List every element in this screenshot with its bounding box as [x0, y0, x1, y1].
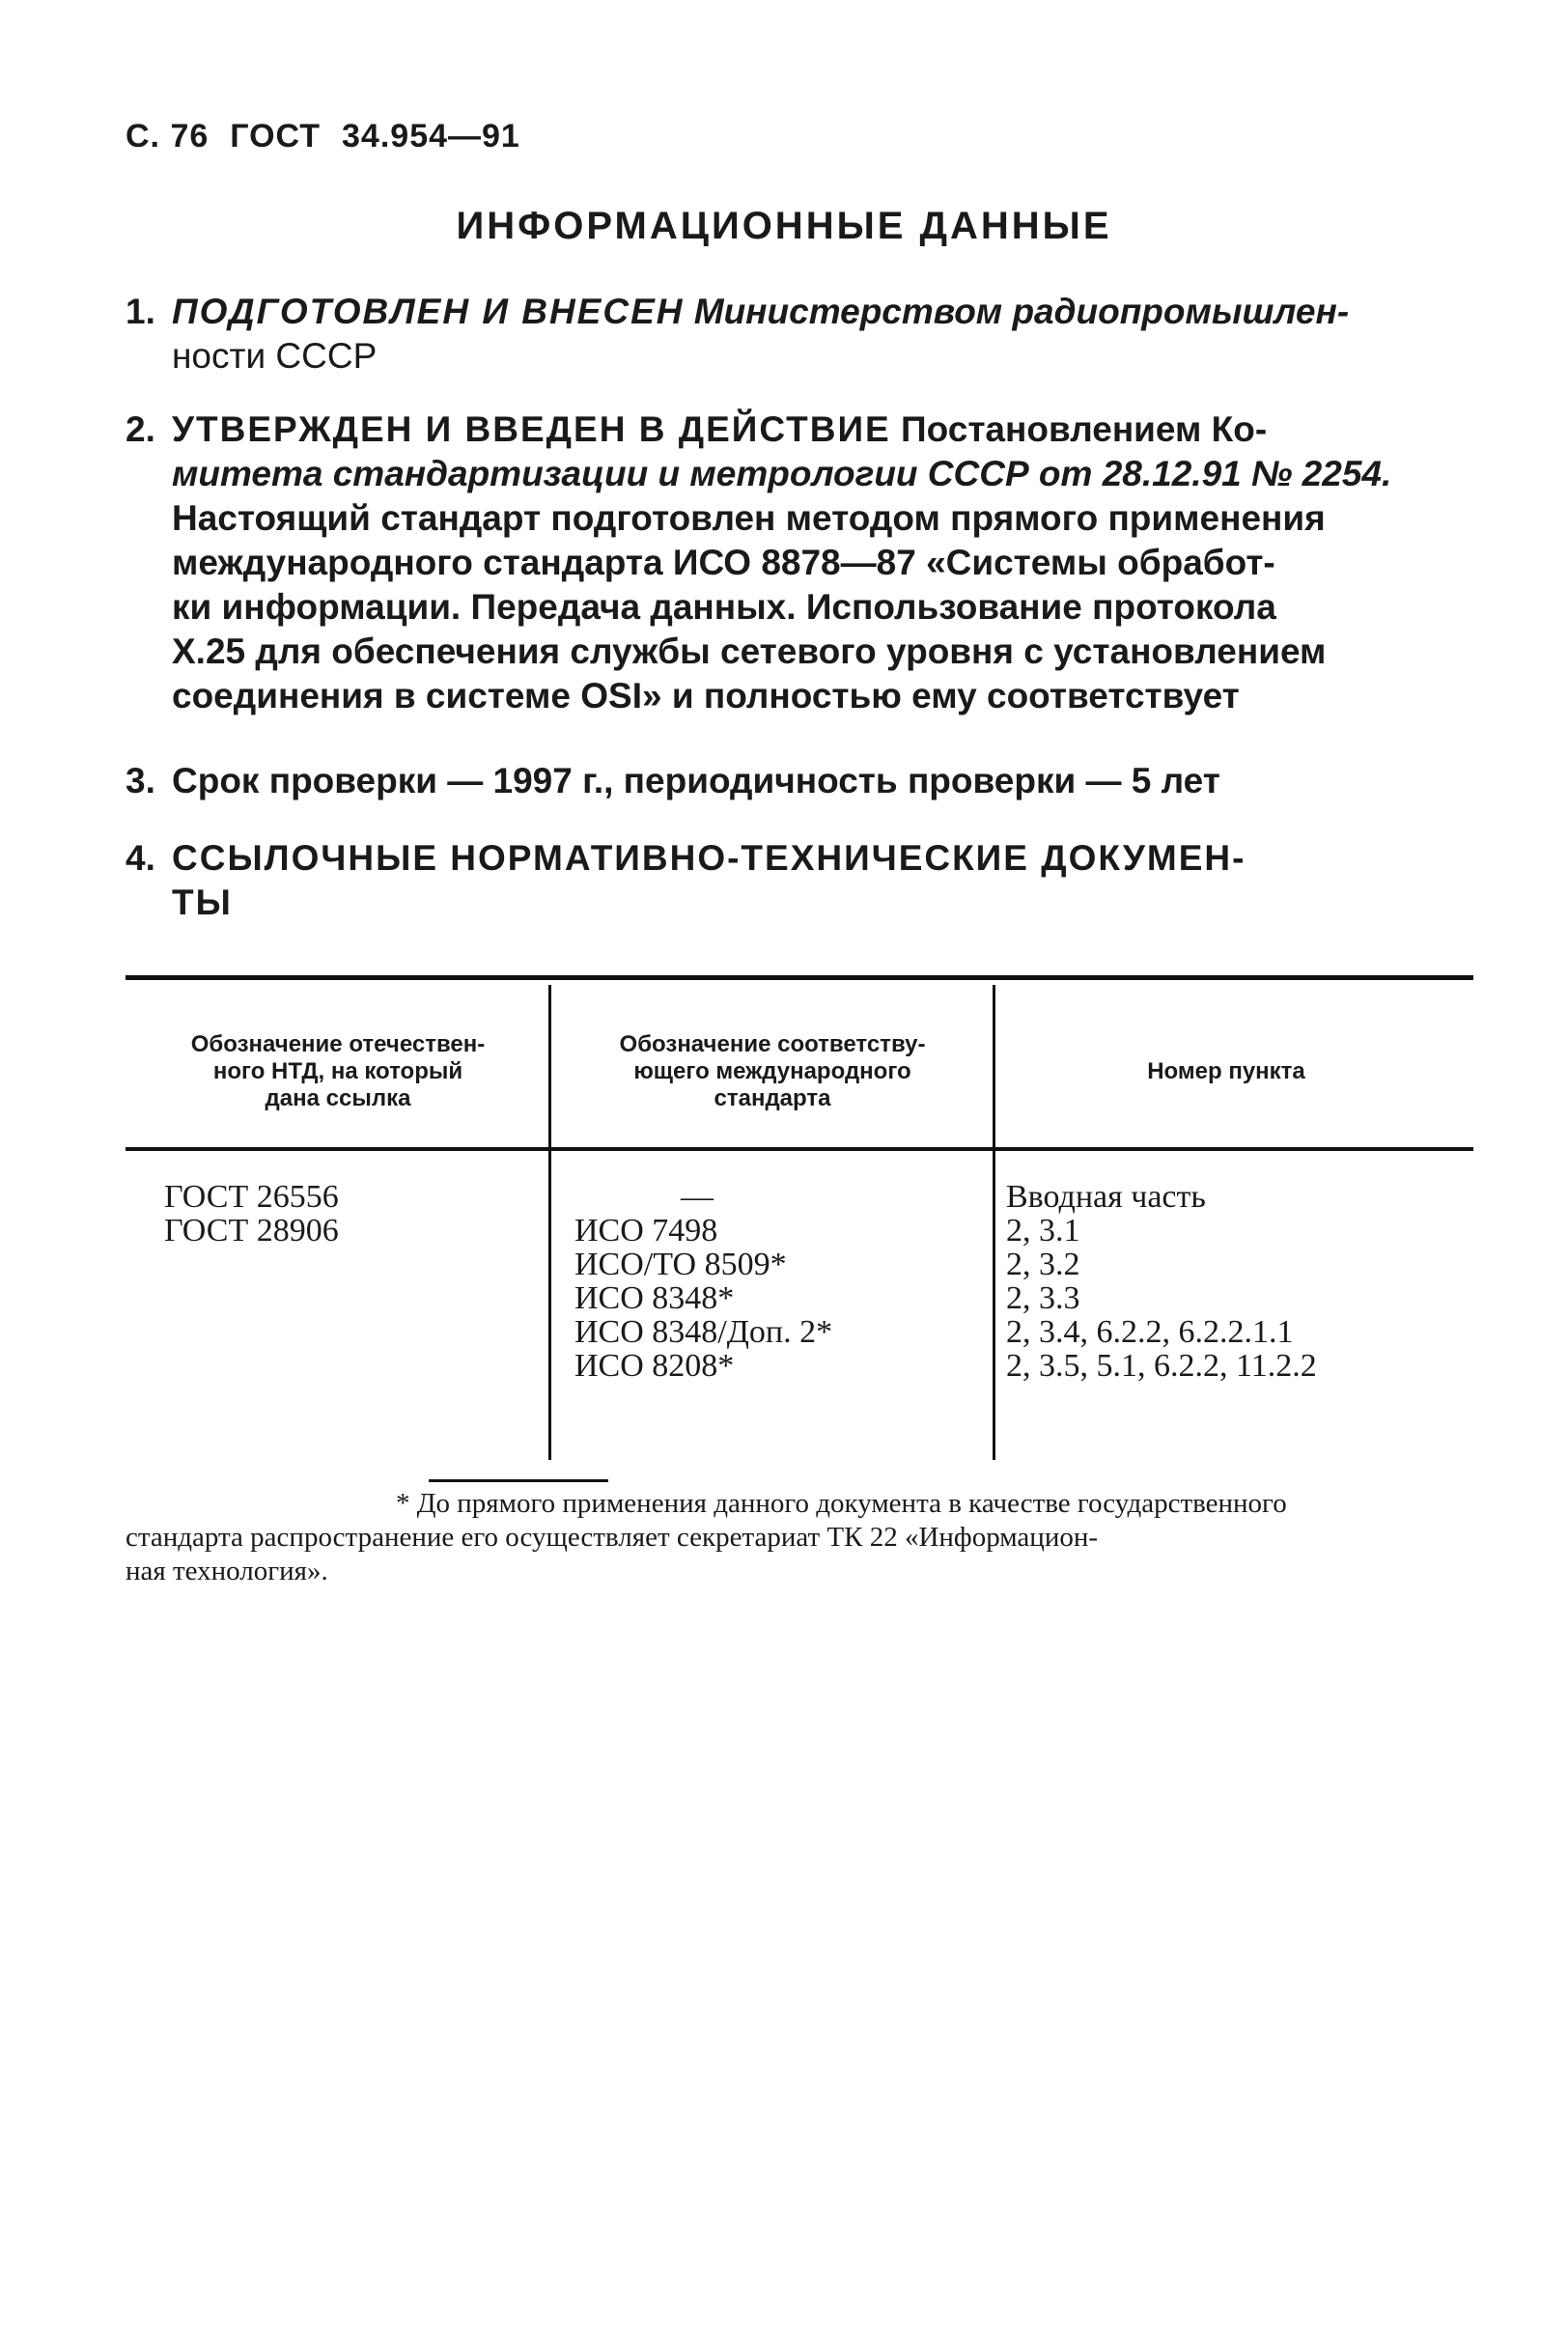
table-cell: —	[681, 1179, 714, 1215]
table-top-rule	[126, 975, 1473, 980]
table-header-domestic	[145, 1004, 531, 1139]
footnote	[126, 1487, 1454, 1588]
table-header-cell: ного НТД, на который	[212, 1058, 463, 1084]
item-2-line1-tail: Постановлением Ко-	[901, 409, 1268, 449]
table-cell: ИСО 8208*	[574, 1348, 735, 1384]
table-cell: 2, 3.1	[1006, 1213, 1080, 1249]
table-column-domestic	[164, 1180, 339, 1248]
table-cell: 2, 3.5, 5.1, 6.2.2, 11.2.2	[1006, 1348, 1317, 1384]
table-column-clause	[1006, 1180, 1317, 1383]
item-2-line7: соединения в системе OSI» и полностью ему соответствует	[172, 676, 1240, 716]
item-2-caps: УТВЕРЖДЕН И ВВЕДЕН В ДЕЙСТВИЕ	[172, 409, 891, 449]
table-header-cell: дана ссылка	[265, 1085, 411, 1111]
table-header-cell: Обозначение отечествен-	[190, 1031, 486, 1057]
page-number: С. 76	[126, 118, 210, 154]
standard-name: ГОСТ	[230, 118, 322, 154]
references-table	[126, 975, 1473, 1458]
table-column-divider	[993, 985, 995, 1460]
table-header-cell: стандарта	[714, 1085, 831, 1111]
footnote-rule	[429, 1479, 608, 1482]
item-1-caps: ПОДГОТОВЛЕН И ВНЕСЕН	[172, 292, 685, 331]
item-2-line6: Х.25 для обеспечения службы сетевого уровня с установлением	[172, 631, 1327, 671]
item-2	[126, 407, 1477, 718]
table-header-clause	[1014, 1004, 1439, 1139]
table-cell: Вводная часть	[1006, 1179, 1206, 1215]
table-header-cell: Обозначение соответству-	[619, 1031, 926, 1057]
item-2-line4: международного стандарта ИСО 8878—87 «Системы обработ-	[172, 543, 1275, 582]
item-4	[126, 836, 1477, 925]
table-cell: ИСО 8348*	[574, 1280, 735, 1316]
item-4-caps: ССЫЛОЧНЫЕ НОРМАТИВНО-ТЕХНИЧЕСКИЕ ДОКУМЕН-	[172, 838, 1246, 878]
item-2-line2: митета стандартизации и метрологии СССР от 28.12.91 № 2254.	[172, 454, 1392, 493]
table-header-cell: Номер пункта	[1147, 1058, 1305, 1084]
footnote-line1: * До прямого применения данного документа в качестве государственного	[396, 1488, 1287, 1519]
item-1	[126, 290, 1477, 379]
item-4-number: 4.	[126, 838, 155, 878]
page-title: ИНФОРМАЦИОННЫЕ ДАННЫЕ	[456, 205, 1112, 247]
footnote-line2: стандарта распространение его осуществляет секретариат ТК 22 «Информацион-	[126, 1522, 1099, 1553]
item-2-number: 2.	[126, 409, 155, 449]
table-cell: ГОСТ 26556	[164, 1179, 339, 1215]
table-cell: ГОСТ 28906	[164, 1213, 339, 1249]
item-1-italic: Министерством радиопромышлен-	[693, 292, 1350, 331]
standard-number: 34.954—91	[342, 118, 520, 154]
table-cell: ИСО/ТО 8509*	[574, 1247, 787, 1282]
item-3	[126, 759, 1477, 803]
item-2-line3: Настоящий стандарт подготовлен методом прямого применения	[172, 498, 1326, 538]
table-cell: ИСО 7498	[574, 1213, 718, 1249]
item-4-line2: ТЫ	[172, 883, 233, 922]
table-cell: 2, 3.3	[1006, 1280, 1080, 1316]
table-header-international	[570, 1004, 975, 1139]
footnote-line3: ная технология».	[126, 1556, 328, 1586]
table-cell: 2, 3.4, 6.2.2, 6.2.2.1.1	[1006, 1314, 1294, 1350]
table-column-divider	[548, 985, 551, 1460]
table-column-international	[574, 1180, 832, 1383]
item-3-text: Срок проверки — 1997 г., периодичность проверки — 5 лет	[172, 761, 1220, 800]
item-3-number: 3.	[126, 761, 155, 800]
item-1-number: 1.	[126, 292, 155, 331]
table-header-rule	[126, 1147, 1473, 1151]
table-cell: 2, 3.2	[1006, 1247, 1080, 1282]
table-cell: ИСО 8348/Доп. 2*	[574, 1314, 833, 1350]
item-2-line5: ки информации. Передача данных. Использование протокола	[172, 587, 1276, 627]
page-header	[126, 118, 542, 155]
item-1-line2: ности СССР	[172, 336, 378, 376]
table-header-cell: ющего международного	[633, 1058, 911, 1084]
